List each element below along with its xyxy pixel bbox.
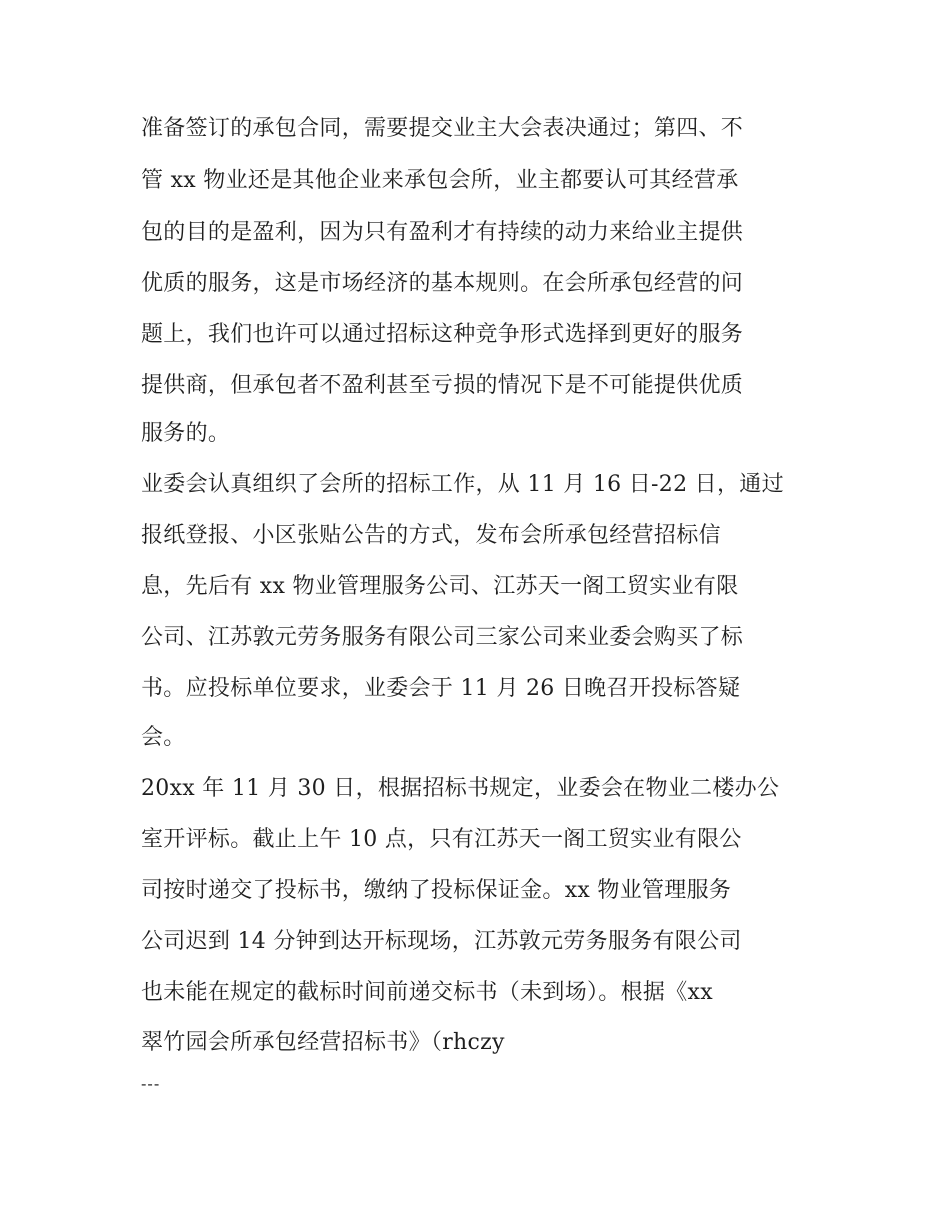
paragraph-2-line-4: 公司、江苏敦元劳务服务有限公司三家公司来业委会购买了标 xyxy=(141,625,744,650)
paragraph-3-line-6: 翠竹园会所承包经营招标书》（rhczy xyxy=(141,1030,505,1055)
paragraph-3-line-1: 20xx 年 11 月 30 日，根据招标书规定，业委会在物业二楼办公 xyxy=(141,776,780,801)
paragraph-2-line-5: 书。应投标单位要求，业委会于 11 月 26 日晚召开投标答疑 xyxy=(141,676,741,701)
paragraph-1-line-1: 准备签订的承包合同，需要提交业主大会表决通过；第四、不 xyxy=(141,116,744,141)
paragraph-3-line-4: 公司迟到 14 分钟到达开标现场，江苏敦元劳务服务有限公司 xyxy=(141,929,742,954)
paragraph-1-line-6: 提供商，但承包者不盈利甚至亏损的情况下是不可能提供优质 xyxy=(141,373,744,398)
paragraph-3-line-5: 也未能在规定的截标时间前递交标书（未到场）。根据《xx xyxy=(141,980,713,1005)
paragraph-1-line-5: 题上，我们也许可以通过招标这种竞争形式选择到更好的服务 xyxy=(141,322,744,347)
paragraph-2-line-1: 业委会认真组织了会所的招标工作，从 11 月 16 日-22 日，通过 xyxy=(141,472,784,497)
paragraph-3-line-2: 室开评标。截止上午 10 点，只有江苏天一阁工贸实业有限公 xyxy=(141,827,742,852)
paragraph-2-line-2: 报纸登报、小区张贴公告的方式，发布会所承包经营招标信 xyxy=(141,523,721,548)
paragraph-1-line-3: 包的目的是盈利，因为只有盈利才有持续的动力来给业主提供 xyxy=(141,220,744,245)
paragraph-2-line-3: 息，先后有 xx 物业管理服务公司、江苏天一阁工贸实业有限 xyxy=(141,574,739,599)
paragraph-1-line-4: 优质的服务，这是市场经济的基本规则。在会所承包经营的问 xyxy=(141,271,744,296)
paragraph-1-line-2: 管 xx 物业还是其他企业来承包会所，业主都要认可其经营承 xyxy=(141,168,739,193)
page-divider: --- xyxy=(141,1074,161,1093)
paragraph-3-line-3: 司按时递交了投标书，缴纳了投标保证金。xx 物业管理服务 xyxy=(141,878,732,903)
paragraph-2-line-6: 会。 xyxy=(141,725,186,750)
paragraph-1-line-7: 服务的。 xyxy=(141,421,231,446)
